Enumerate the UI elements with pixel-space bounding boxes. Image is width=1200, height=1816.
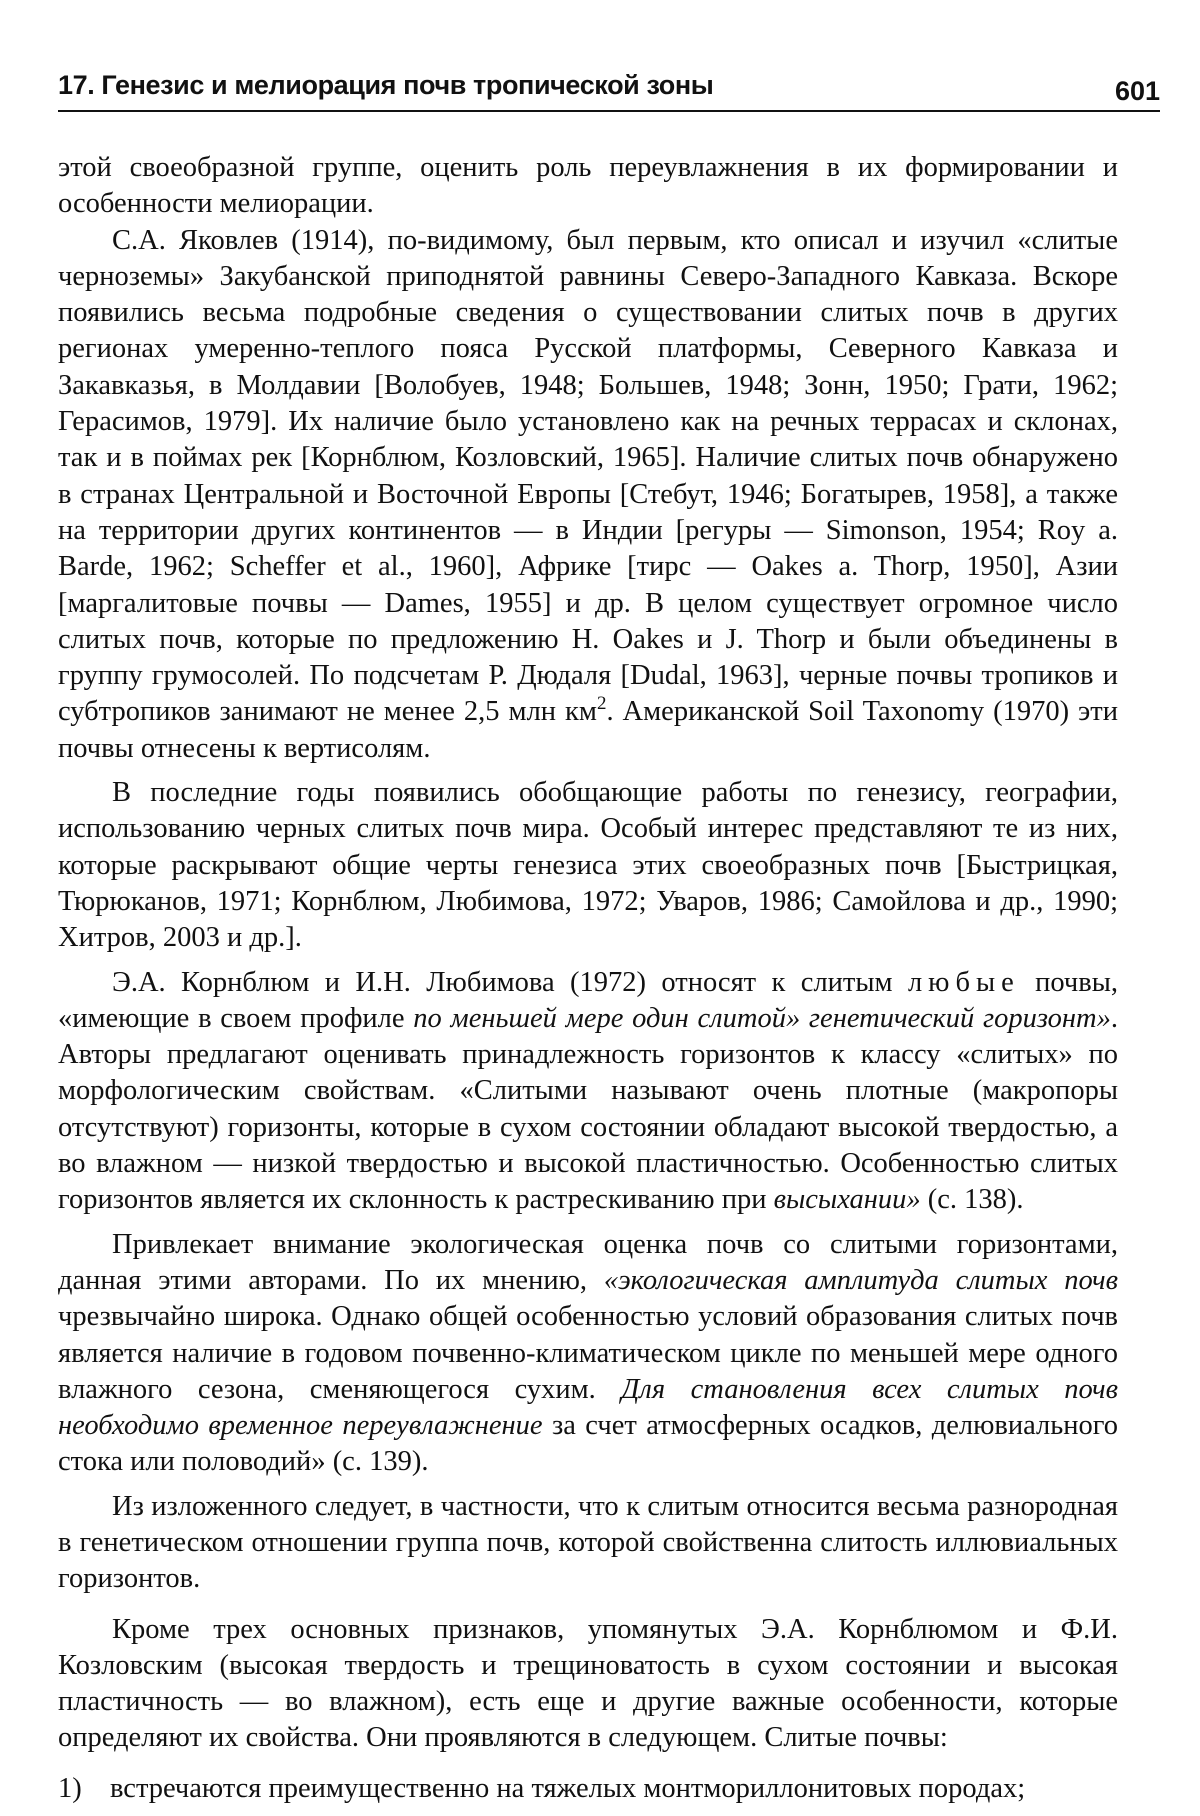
page-number: 601 [1114,76,1160,106]
paragraph-text: Э.А. Корнблюм и И.Н. Любимова (1972) относят к слитым [112,966,908,998]
body-text [58,150,1118,1807]
paragraph-text: Привлекает внимание экологическая оценка почв со слитыми горизонтами, данная этими авторами. По их мнению, [58,1228,1118,1296]
paragraph [58,965,1118,1219]
list-item-text: встречаются преимущественно на тяжелых монтмориллонитовых породах; [110,1772,1026,1804]
paragraph [58,150,1118,223]
paragraph [58,1612,1118,1757]
list-item [58,1771,1118,1807]
paragraph-text: за счет атмосферных осадков, делювиального стока или половодий» (с. 139). [58,1410,1118,1478]
paragraph-text: . Американской Soil Taxonomy (1970) эти почвы отнесены к вертисолям. [58,696,1118,764]
paragraph-text: В последние годы появились обобщающие работы по генезису, географии, использованию черных слитых почв мира. Особый интерес представляют те из них, которые раскрывают общие черты генезиса этих своеобразных почв [Быстрицкая, Тюрюканов, 1971; Корнблюм, Любимова, 1972; Уваров, 1986; Самойлова и др., 1990; Хитров, 2003 и др.]. [58,777,1118,954]
paragraph-text: (с. 138). [920,1184,1024,1216]
paragraph-text: чрезвычайно широка. Однако общей особенностью условий образования слитых почв является наличие в годовом почвенно-климатическом цикле по меньшей мере одного влажного сезона, сменяющегося сухим. [58,1301,1118,1405]
italic-quote: Для становления всех слитых почв необходимо временное переувлажнение [58,1373,1118,1442]
paragraph-text: почвы, «имеющие в своем профиле [58,966,1118,1034]
running-title: 17. Генезис и мелиорация почв тропической зоны [58,70,714,100]
italic-quote: высыхании» [773,1184,921,1216]
italic-quote: «экологическая амплитуда слитых почв [603,1264,1118,1296]
list-marker: 1) [58,1772,82,1804]
paragraph-text: Из изложенного следует, в частности, что к слитым относится весьма разнородная в генетическом отношении группа почв, которой свойственна слитость иллювиальных горизонтов. [58,1490,1118,1595]
italic-quote: по меньшей мере один слитой» генетический горизонт» [413,1002,1111,1034]
spaced-emphasis: любые [907,966,1020,998]
paragraph [58,775,1118,956]
paragraph-text: . Авторы предлагают оценивать принадлежность горизонтов к классу «слитых» по морфологическим свойствам. «Слитыми называют очень плотные (макропоры отсутствуют) горизонты, которые в сухом состоянии обладают высокой твердостью, а во влажном — низкой твердостью и высокой пластичностью. Особенностью слитых горизонтов является их склонность к растрескиванию при [58,1002,1118,1216]
paragraph-text: Кроме трех основных признаков, упомянутых Э.А. Корнблюмом и Ф.И. Козловским (высокая твердость и трещиноватость в сухом состоянии и высокая пластичность — во влажном), есть еще и другие важные особенности, которые определяют их свойства. Они проявляются в следующем. Слитые почвы: [58,1613,1118,1754]
paragraph-text: этой своеобразной группе, оценить роль переувлажнения в их формировании и особенности мелиорации. [58,152,1118,220]
paragraph [58,1489,1118,1598]
running-header [58,52,1160,112]
superscript: 2 [596,693,607,715]
paragraph-text: С.А. Яковлев (1914), по-видимому, был первым, кто описал и изучил «слитые черноземы» Закубанской приподнятой равнины Северо-Западного Кавказа. Вскоре появились весьма подробные сведения о существовании слитых почв в других регионах умеренно-теплого пояса Русской платформы, Северного Кавказа и Закавказья, в Молдавии [Волобуев, 1948; Большев, 1948; Зонн, 1950; Грати, 1962; Герасимов, 1979]. Их наличие было установлено как на речных террасах и склонах, так и в поймах рек [Корнблюм, Козловский, 1965]. Наличие слитых почв обнаружено в странах Центральной и Восточной Европы [Стебут, 1946; Богатырев, 1958], а также на территории других континентов — в Индии [регуры — Simonson, 1954; Roy a. Barde, 1962; Scheffer et al., 1960], Африке [тирс — Oakes a. Thorp, 1950], Азии [маргалитовые почвы — Dames, 1955] и др. В целом существует огромное число слитых почв, которые по предложению H. Oakes и J. Thorp и были объединены в группу грумосолей. По подсчетам Р. Дюдаля [Dudal, 1963], черные почвы тропиков и субтропиков занимают не менее 2,5 млн км [58,224,1118,728]
paragraph [58,1227,1118,1481]
paragraph [58,223,1118,767]
